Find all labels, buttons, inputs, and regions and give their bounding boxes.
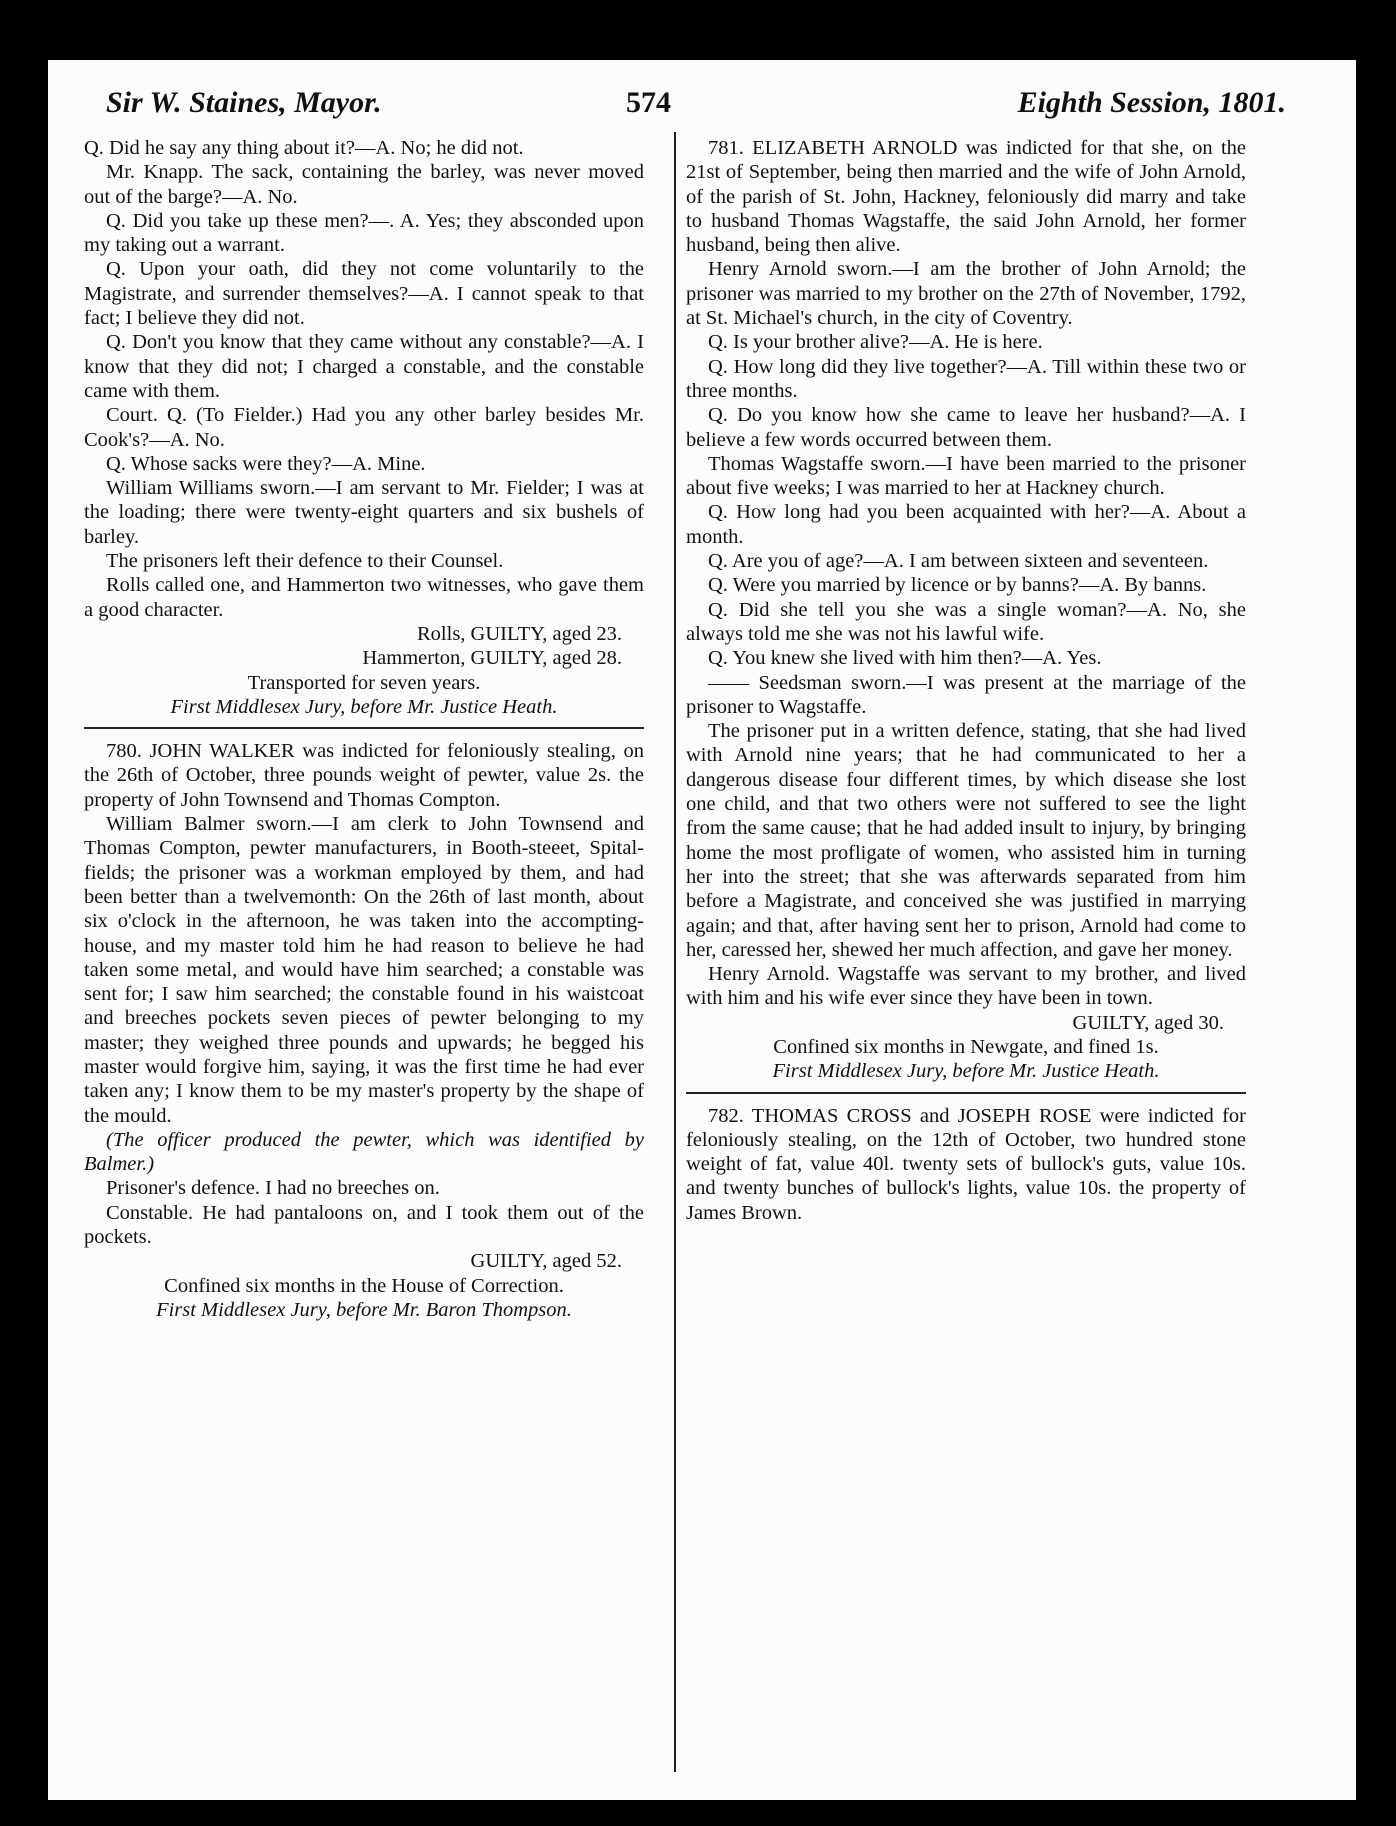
paragraph: William Balmer sworn.—I am clerk to John Townsend and Thomas Compton, pewter manufacturers, in Booth-steeet, Spital-fields; the prisoner was a workman employed by them, and had been better than a twelvemonth: On the 26th of last month, about six o'clock in the afternoon, he was taken into the accompting-house, and my master told him he had reason to believe he had taken some metal, and would have him searched; a constable was sent for; I saw him searched; the constable found in his waistcoat and breeches pockets seven pieces of pewter belonging to my master; they weighed three pounds and upwards; he begged his master would forgive him, saying, it was the first time he had ever taken any; I know them to be my master's property by the shape of the mould. <box>84 813 644 1127</box>
paragraph: GUILTY, aged 30. <box>1072 1011 1224 1034</box>
paragraph: Confined six months in Newgate, and fined 1s. <box>773 1035 1159 1058</box>
paragraph: Rolls called one, and Hammerton two witnesses, who gave them a good character. <box>84 574 644 621</box>
paragraph: The prisoners left their defence to their Counsel. <box>106 550 504 573</box>
paragraph: Mr. Knapp. The sack, containing the barley, was never moved out of the barge?—A. No. <box>84 161 644 208</box>
paragraph: Thomas Wagstaffe sworn.—I have been married to the prisoner about five weeks; I was married to her at Hackney church. <box>686 452 1246 500</box>
paragraph: Q. Are you of age?—A. I am between sixteen and seventeen. <box>708 550 1209 573</box>
paragraph: Constable. He had pantaloons on, and I took them out of the pockets. <box>84 1201 644 1249</box>
paragraph: Q. Did you take up these men?—. A. Yes; they absconded upon my taking out a warrant. <box>84 209 644 257</box>
paragraph: Rolls, GUILTY, aged 23. <box>417 622 622 645</box>
paragraph: —— Seedsman sworn.—I was present at the marriage of the prisoner to Wagstaffe. <box>686 671 1246 718</box>
paragraph: (The officer produced the pewter, which was identified by Balmer.) <box>84 1128 644 1176</box>
header-mayor: Sir W. Staines, Mayor. <box>106 86 382 119</box>
case-separator <box>686 1092 1246 1094</box>
paragraph: The prisoner put in a written defence, stating, that she had lived with Arnold nine years; that he had communicated to her a dangerous disease four different times, by which disease she lost one child, and that two others were not suffered to see the light from the same cause; that he had added insult to injury, by bringing home the most profligate of women, who assisted him in turning her into the street; that she was afterwards separated from him before a Magistrate, and conceived she was justified in marrying again; and that, after having sent her to prison, Arnold had come to her, caressed her, shewed her much affection, and gave her money. <box>686 720 1246 961</box>
paragraph: Q. How long did they live together?—A. Till within these two or three months. <box>686 355 1246 402</box>
scan-border <box>1356 0 1396 1826</box>
case-separator <box>84 727 644 729</box>
left-column <box>84 136 644 1322</box>
paragraph: Henry Arnold sworn.—I am the brother of John Arnold; the prisoner was married to my brother on the 27th of November, 1792, at St. Michael's church, in the city of Coventry. <box>686 258 1246 330</box>
paragraph: Q. You knew she lived with him then?—A. Yes. <box>708 647 1102 670</box>
paragraph: Q. How long had you been acquainted with her?—A. About a month. <box>686 501 1246 548</box>
paragraph: Q. Don't you know that they came without any constable?—A. I know that they did not; I charged a constable, and the constable came with them. <box>84 331 644 402</box>
paragraph: Prisoner's defence. I had no breeches on. <box>106 1177 440 1200</box>
paragraph: 780. JOHN WALKER was indicted for feloniously stealing, on the 26th of October, three pounds weight of pewter, value 2s. the property of John Townsend and Thomas Compton. <box>84 740 644 811</box>
header-session: Eighth Session, 1801. <box>1017 86 1286 119</box>
paragraph: First Middlesex Jury, before Mr. Justice Heath. <box>772 1060 1160 1083</box>
paragraph: First Middlesex Jury, before Mr. Justice Heath. <box>170 695 558 718</box>
paragraph: First Middlesex Jury, before Mr. Baron Thompson. <box>156 1298 572 1321</box>
paragraph: Henry Arnold. Wagstaffe was servant to my brother, and lived with him and his wife ever since they have been in town. <box>686 963 1246 1010</box>
paragraph: Court. Q. (To Fielder.) Had you any other barley besides Mr. Cook's?—A. No. <box>84 404 644 451</box>
paragraph: Q. Do you know how she came to leave her husband?—A. I believe a few words occurred between them. <box>686 404 1246 451</box>
paragraph: Q. Whose sacks were they?—A. Mine. <box>106 452 426 475</box>
column-divider <box>674 132 676 1772</box>
paragraph: Q. Upon your oath, did they not come voluntarily to the Magistrate, and surrender themselves?—A. I cannot speak to that fact; I believe they did not. <box>84 258 644 330</box>
paragraph: Hammerton, GUILTY, aged 28. <box>362 647 622 670</box>
paragraph: William Williams sworn.—I am servant to Mr. Fielder; I was at the loading; there were twenty-eight quarters and six bushels of barley. <box>84 477 644 548</box>
paragraph: Q. Did she tell you she was a single woman?—A. No, she always told me she was not his lawful wife. <box>686 598 1246 645</box>
paragraph: 781. ELIZABETH ARNOLD was indicted for that she, on the 21st of September, being then married and the wife of John Arnold, of the parish of St. John, Hackney, feloniously did marry and take to husband Thomas Wagstaffe, the said John Arnold, her former husband, being then alive. <box>686 137 1246 257</box>
right-column <box>686 136 1246 1225</box>
paragraph: Transported for seven years. <box>247 671 481 694</box>
paragraph: Q. Were you married by licence or by banns?—A. By banns. <box>708 574 1207 597</box>
paragraph: 782. THOMAS CROSS and JOSEPH ROSE were indicted for feloniously stealing, on the 12th of October, two hundred stone weight of fat, value 40l. twenty sets of bullock's guts, value 10s. and twenty bunches of bullock's lights, value 10s. the property of James Brown. <box>686 1104 1246 1224</box>
paragraph: Confined six months in the House of Correction. <box>164 1274 564 1297</box>
page-number: 574 <box>626 86 671 119</box>
paragraph: GUILTY, aged 52. <box>470 1250 622 1273</box>
paragraph: Q. Did he say any thing about it?—A. No; he did not. <box>84 137 524 159</box>
paragraph: Q. Is your brother alive?—A. He is here. <box>708 331 1043 354</box>
page-header <box>106 82 1286 130</box>
document-page <box>48 60 1358 1800</box>
